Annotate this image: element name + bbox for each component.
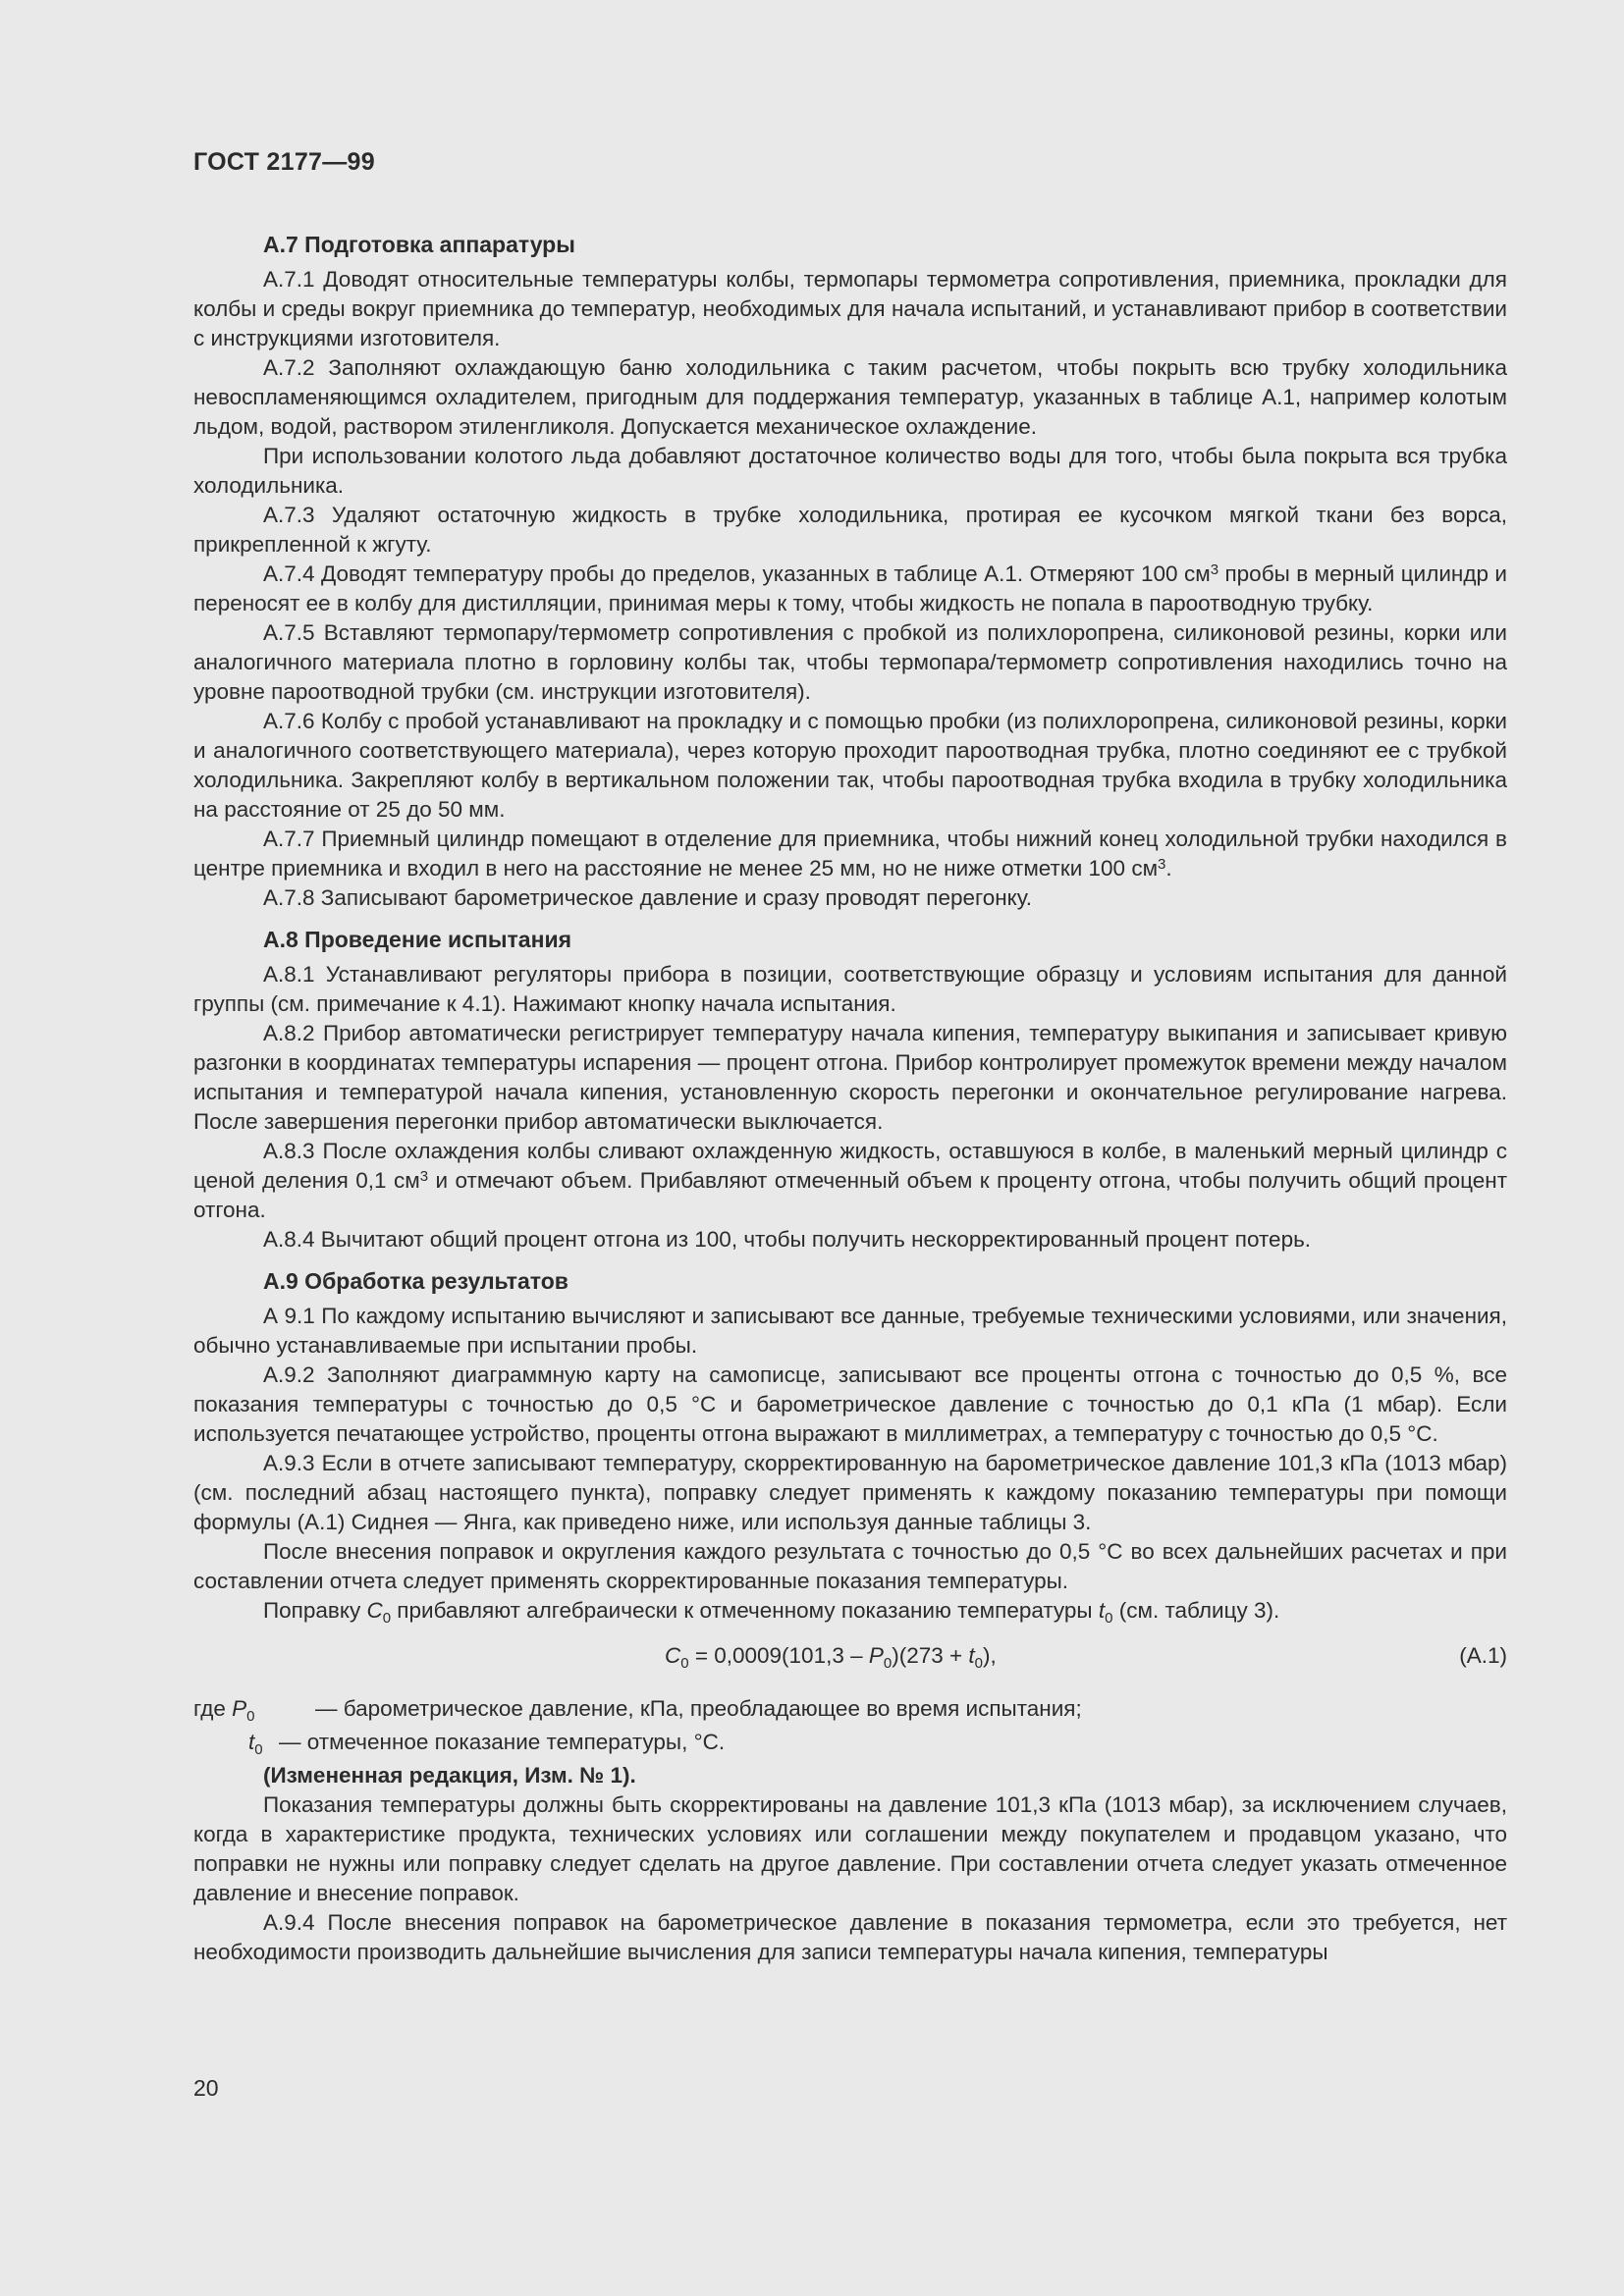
formula-fragment: ),: [983, 1643, 997, 1668]
paragraph-a7-4: [193, 560, 1507, 618]
subscript-zero: 0: [246, 1708, 255, 1725]
paragraph-a7-7-part2: .: [1165, 856, 1172, 881]
formula-a1: [193, 1641, 1507, 1671]
paragraph-a7-7: [193, 825, 1507, 883]
subscript-zero: 0: [680, 1655, 689, 1672]
subscript-zero: 0: [254, 1741, 263, 1758]
paragraph-a9-3-rounding: После внесения поправок и округления каждого результата с точностью до 0,5 °С во всех дальнейших расчетах и при составлении отчета следует применять скорректированные показания температуры.: [193, 1539, 1507, 1593]
subscript-zero: 0: [1105, 1610, 1113, 1627]
paragraph-a9-3: А.9.3 Если в отчете записывают температуру, скорректированную на барометрическое давление 101,3 кПа (1013 мбар) (см. последний абзац настоящего пункта), поправку следует применять к каждому показанию температуры при помощи формулы (А.1) Сиднея — Янга, как приведено ниже, или используя данные таблицы 3.: [193, 1451, 1507, 1534]
variable-t: t: [968, 1643, 975, 1668]
paragraph-a7-7-part1: А.7.7 Приемный цилиндр помещают в отделение для приемника, чтобы нижний конец холодильной трубки находился в центре приемника и входил в него на расстояние не менее 25 мм, но не ниже отметки 100 см: [193, 827, 1507, 881]
legend-text-t0: — отмеченное показание температуры, °С.: [279, 1730, 726, 1754]
text-fragment: (см. таблицу 3).: [1112, 1598, 1280, 1623]
page-content: [193, 145, 1507, 1967]
paragraph-a9-3-correction: [193, 1596, 1507, 1626]
formula-fragment: )(273 +: [892, 1643, 969, 1668]
subscript-zero: 0: [382, 1610, 392, 1627]
legend-text-p0: — барометрическое давление, кПа, преобладающее во время испытания;: [315, 1696, 1082, 1721]
legend-where-word: где: [193, 1696, 226, 1721]
legend-symbol-t0: [248, 1728, 263, 1757]
paragraph-a9-1: А 9.1 По каждому испытанию вычисляют и записывают все данные, требуемые техническими условиями, или значения, обычно устанавливаемые при испытании пробы.: [193, 1304, 1507, 1358]
formula-legend: [193, 1694, 1507, 1761]
paragraph-a7-8: А.7.8 Записывают барометрическое давление и сразу проводят перегонку.: [263, 885, 1033, 910]
paragraph-a7-2-note: При использовании колотого льда добавляют достаточное количество воды для того, чтобы была покрыта вся трубка холодильника.: [193, 444, 1507, 498]
legend-lead: [193, 1694, 254, 1724]
paragraph-a7-1: А.7.1 Доводят относительные температуры колбы, термопары термометра сопротивления, приемника, прокладки для колбы и среды вокруг приемника до температур, необходимых для начала испытаний, и устанавливают прибор в соответствии с инструкциями изготовителя.: [193, 267, 1507, 350]
paragraph-a8-1: А.8.1 Устанавливают регуляторы прибора в позиции, соответствующие образцу и условиям испытания для данной группы (см. примечание к 4.1). Нажимают кнопку начала испытания.: [193, 962, 1507, 1016]
paragraph-a9-3-pressure: Показания температуры должны быть скорректированы на давление 101,3 кПа (1013 мбар), за исключением случаев, когда в характеристике продукта, технических условиях или соглашении между покупателем и продавцом указано, что поправки не нужны или поправку следует сделать на другое давление. При составлении отчета следует указать отмеченное давление и внесение поправок.: [193, 1792, 1507, 1905]
paragraph-a7-5: А.7.5 Вставляют термопару/термометр сопротивления с пробкой из полихлоропрена, силиконовой резины, корки или аналогичного материала плотно в горловину колбы так, чтобы термопара/термометр сопротивления находились точно на уровне пароотводной трубки (см. инструкции изготовителя).: [193, 620, 1507, 704]
paragraph-a7-3: А.7.3 Удаляют остаточную жидкость в трубке холодильника, протирая ее кусочком мягкой ткани без ворса, прикрепленной к жгуту.: [193, 503, 1507, 557]
text-fragment: прибавляют алгебраически к отмеченному показанию температуры: [391, 1598, 1099, 1623]
subscript-zero: 0: [974, 1655, 984, 1672]
paragraph-a8-3-part2: и отмечают объем. Прибавляют отмеченный объем к проценту отгона, чтобы получить общий процент отгона.: [193, 1168, 1508, 1222]
subscript-zero: 0: [883, 1655, 893, 1672]
variable-c: C: [665, 1643, 681, 1668]
formula-fragment: = 0,0009(101,3 –: [688, 1643, 869, 1668]
superscript-cube: 3: [1158, 856, 1166, 873]
paragraph-a9-4: А.9.4 После внесения поправок на барометрическое давление в показания термометра, если это требуется, нет необходимости производить дальнейшие вычисления для записи температуры начала кипения, температуры: [193, 1910, 1507, 1964]
paragraph-a8-2: А.8.2 Прибор автоматически регистрирует температуру начала кипения, температуру выкипания и записывает кривую разгонки в координатах температуры испарения — процент отгона. Прибор контролирует промежуток времени между началом испытания и температурой начала кипения, установленную скорость перегонки и окончательное регулирование нагрева. После завершения перегонки прибор автоматически выключается.: [193, 1021, 1507, 1134]
section-title-a8: А.8 Проведение испытания: [263, 927, 572, 952]
paragraph-a7-4-part2: пробы в мерный цилиндр и переносят ее в колбу для дистилляции, принимая меры к тому, чтобы жидкость не попала в пароотводную трубку.: [193, 561, 1507, 615]
variable-p: P: [232, 1696, 247, 1721]
legend-row-t0: [193, 1728, 1507, 1761]
paragraph-a7-2: А.7.2 Заполняют охлаждающую баню холодильника с таким расчетом, чтобы покрыть всю трубку холодильника невоспламеняющимся охладителем, пригодным для поддержания температур, указанных в таблице А.1, например колотым льдом, водой, раствором этиленгликоля. Допускается механическое охлаждение.: [193, 355, 1507, 439]
superscript-cube: 3: [1210, 561, 1219, 578]
paragraph-a8-3-part1: А.8.3 После охлаждения колбы сливают охлажденную жидкость, оставшуюся в колбе, в маленький мерный цилиндр с ценой деления 0,1 см: [193, 1139, 1507, 1193]
superscript-cube: 3: [419, 1168, 429, 1185]
section-title-a7: А.7 Подготовка аппаратуры: [263, 232, 575, 257]
formula-expression: [665, 1641, 997, 1671]
legend-row-p0: [193, 1694, 1507, 1728]
variable-t: t: [1098, 1598, 1106, 1623]
formula-number: (А.1): [1459, 1643, 1507, 1668]
text-fragment: Поправку: [263, 1598, 367, 1623]
page-number: 20: [193, 2075, 219, 2101]
paragraph-a8-4: А.8.4 Вычитают общий процент отгона из 100, чтобы получить нескорректированный процент потерь.: [263, 1227, 1312, 1252]
variable-t: t: [248, 1730, 255, 1754]
paragraph-a7-6: А.7.6 Колбу с пробой устанавливают на прокладку и с помощью пробки (из полихлоропрена, силиконовой резины, корки и аналогичного соответствующего материала), через которую проходит пароотводная трубка, плотно соединяют ее с трубкой холодильника. Закрепляют колбу в вертикальном положении так, чтобы пароотводная трубка входила в трубку холодильника на расстояние от 25 до 50 мм.: [193, 709, 1507, 822]
amendment-note: (Измененная редакция, Изм. № 1).: [263, 1763, 636, 1788]
paragraph-a7-4-part1: А.7.4 Доводят температуру пробы до пределов, указанных в таблице А.1. Отмеряют 100 см: [263, 561, 1211, 586]
document-code-header: ГОСТ 2177—99: [193, 148, 375, 176]
section-title-a9: А.9 Обработка результатов: [263, 1268, 568, 1294]
paragraph-a9-2: А.9.2 Заполняют диаграммную карту на самописце, записывают все проценты отгона с точностью до 0,5 %, все показания температуры с точностью до 0,5 °С и барометрическое давление с точностью до 0,1 кПа (1 мбар). Если используется печатающее устройство, проценты отгона выражают в миллиметрах, а температуру с точностью до 0,5 °С.: [193, 1362, 1507, 1446]
paragraph-a8-3: [193, 1137, 1507, 1225]
variable-p: P: [868, 1643, 884, 1668]
variable-c: C: [366, 1598, 383, 1623]
